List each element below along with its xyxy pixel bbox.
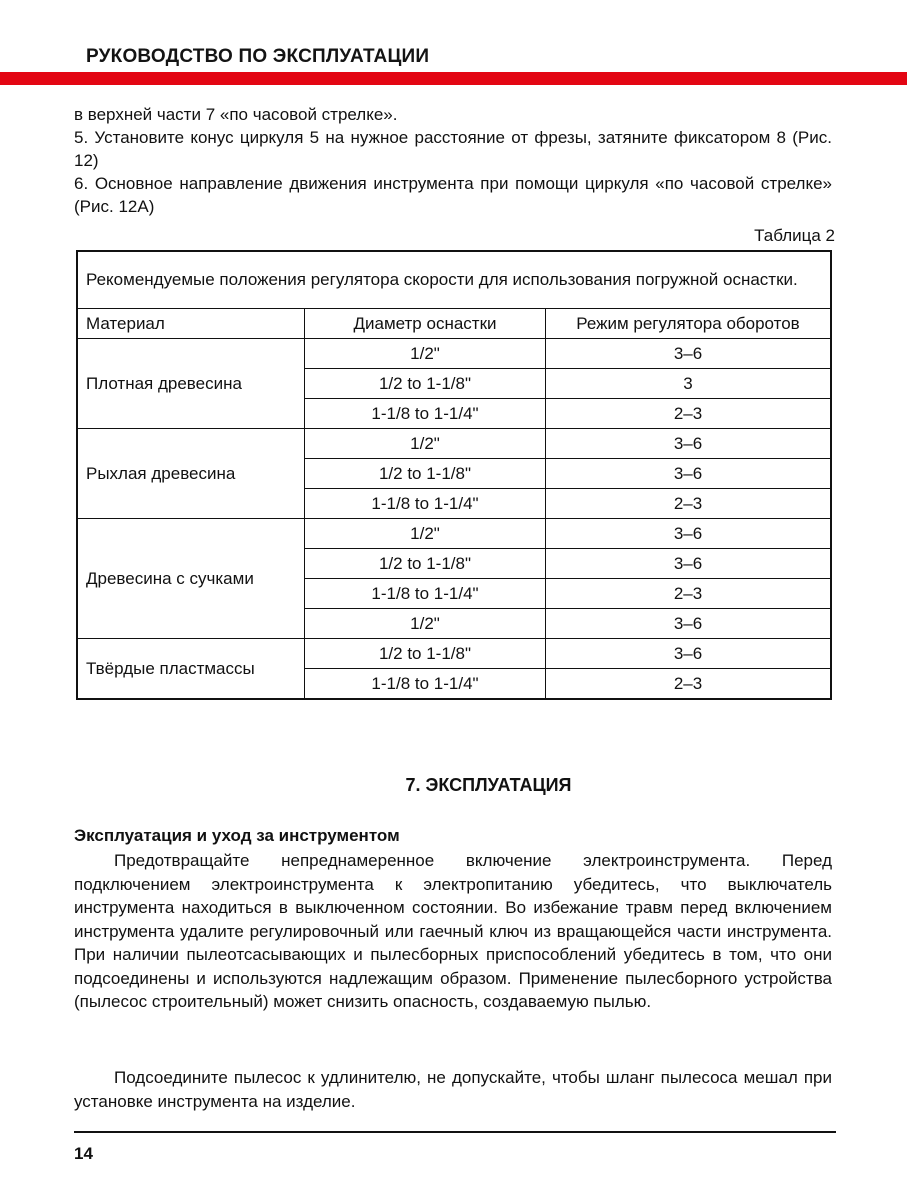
mode-cell: 3–6 [546,429,832,459]
mode-cell: 2–3 [546,489,832,519]
table-row [77,339,831,369]
intro-line: 5. Установите конус циркуля 5 на нужное расстояние от фрезы, затяните фиксатором 8 (Рис. 12) [74,128,832,170]
table-caption: Таблица 2 [754,226,835,245]
diameter-cell: 1-1/8 to 1-1/4" [305,579,546,609]
page-number: 14 [74,1144,93,1163]
diameter-cell: 1-1/8 to 1-1/4" [305,489,546,519]
mode-cell: 3–6 [546,519,832,549]
header-mode: Режим регулятора оборотов [546,309,832,339]
material-cell: Древесина с сучками [77,519,305,639]
material-cell: Твёрдые пластмассы [77,639,305,700]
mode-cell: 2–3 [546,579,832,609]
diameter-cell: 1/2 to 1-1/8" [305,369,546,399]
body-paragraph: Подсоедините пылесос к удлинителю, не допускайте, чтобы шланг пылесоса мешал при установке инструмента на изделие. [74,1068,832,1111]
mode-cell: 2–3 [546,399,832,429]
diameter-cell: 1/2" [305,609,546,639]
mode-cell: 3 [546,369,832,399]
mode-cell: 3–6 [546,339,832,369]
table-row [77,519,831,549]
table-title-row [77,251,831,309]
material-cell: Рыхлая древесина [77,429,305,519]
table-title: Рекомендуемые положения регулятора скорости для использования погружной оснастки. [77,251,831,309]
header-material: Материал [77,309,305,339]
diameter-cell: 1/2 to 1-1/8" [305,639,546,669]
diameter-cell: 1/2" [305,429,546,459]
diameter-cell: 1-1/8 to 1-1/4" [305,399,546,429]
mode-cell: 2–3 [546,669,832,700]
intro-line: 6. Основное направление движения инструмента при помощи циркуля «по часовой стрелке» (Рис. 12А) [74,174,832,216]
table-row [77,639,831,669]
footer-divider [74,1131,836,1133]
diameter-cell: 1/2" [305,339,546,369]
table-row [77,429,831,459]
diameter-cell: 1/2" [305,519,546,549]
section-subheading: Эксплуатация и уход за инструментом [74,826,400,845]
material-cell: Плотная древесина [77,339,305,429]
diameter-cell: 1/2 to 1-1/8" [305,549,546,579]
diameter-cell: 1-1/8 to 1-1/4" [305,669,546,700]
header-accent-bar [0,72,907,85]
header-diameter: Диаметр оснастки [305,309,546,339]
mode-cell: 3–6 [546,639,832,669]
mode-cell: 3–6 [546,609,832,639]
table-header-row [77,309,831,339]
body-paragraph: Предотвращайте непреднамеренное включение электроинструмента. Перед подключением электроинструмента к электропитанию убедитесь, что выключатель инструмента находиться в выключенном состоянии. Во избежание травм перед включением инструмента удалите регулировочный или гаечный ключ из вращающейся части инструмента. При наличии пылеотсасывающих и пылесборных приспособлений убедитесь в том, что они подсоединены и используются надлежащим образом. Применение пылесборного устройства (пылесос строительный) может снизить опасность, создаваемую пылью. [74,851,832,1011]
mode-cell: 3–6 [546,459,832,489]
page-header-title: РУКОВОДСТВО ПО ЭКСПЛУАТАЦИИ [86,46,430,67]
mode-cell: 3–6 [546,549,832,579]
intro-text [74,103,832,218]
diameter-cell: 1/2 to 1-1/8" [305,459,546,489]
intro-line: в верхней части 7 «по часовой стрелке». [74,105,398,124]
speed-settings-table [76,250,832,700]
section-title: 7. ЭКСПЛУАТАЦИЯ [405,775,572,795]
